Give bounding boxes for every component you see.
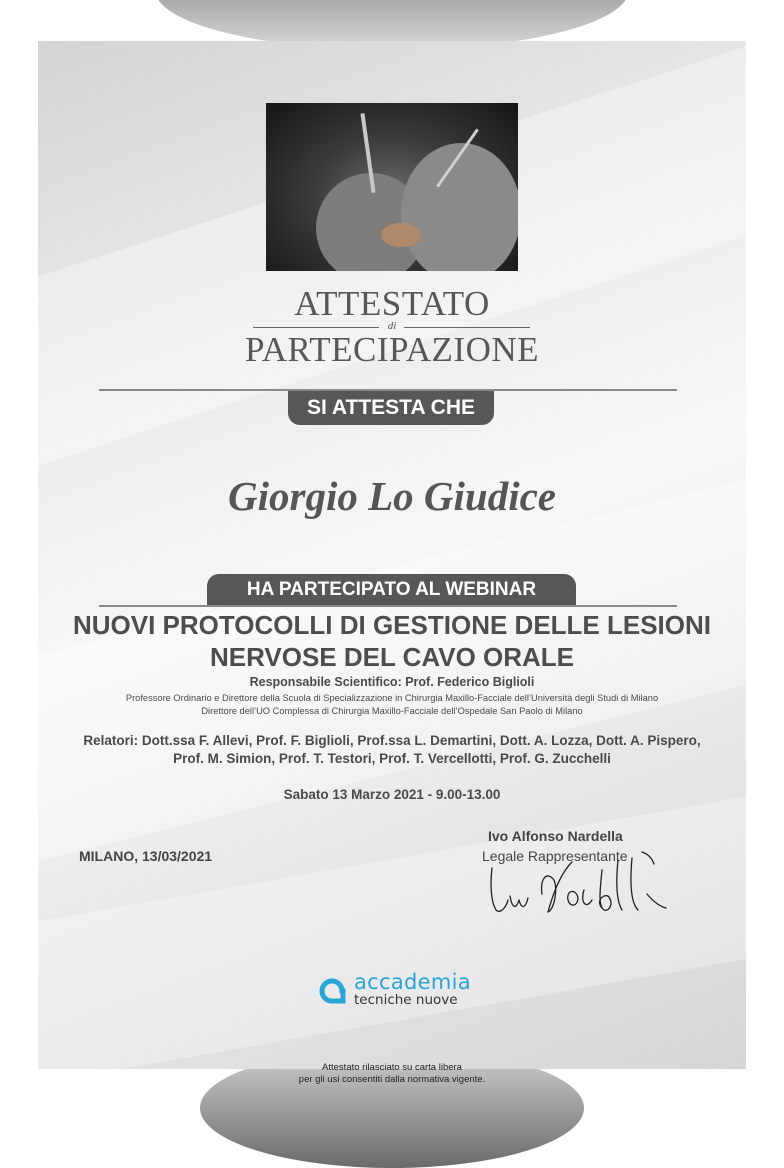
certificate-title-line1: ATTESTATO [294,284,490,323]
scientific-director-desc-2: Direttore dell’UO Complessa di Chirurgia Maxillo-Facciale dell’Ospedale San Paolo di Milano [201,706,583,716]
logo-mark-icon [318,976,348,1006]
course-title-line1: NUOVI PROTOCOLLI DI GESTIONE DELLE LESIONI [72,610,711,640]
recipient-name: Giorgio Lo Giudice [228,473,556,519]
speakers-line-2: Prof. M. Simion, Prof. T. Testori, Prof. T. Vercellotti, Prof. G. Zucchelli [173,751,611,766]
signer-role: Legale Rappresentante [482,848,628,864]
speakers-line-1: Relatori: Dott.ssa F. Allevi, Prof. F. Biglioli, Prof.ssa L. Demartini, Dott. A. Lozza, Dott. A. Pispero, [83,733,701,748]
logo-text-tecniche-nuove: tecniche nuove [354,992,458,1008]
signer-name: Ivo Alfonso Nardella [488,828,623,844]
event-date: Sabato 13 Marzo 2021 - 9.00-13.00 [283,787,501,802]
section-divider-bottom [99,605,677,607]
certificate-title-connector: di [387,320,397,332]
scientific-director-desc-1: Professore Ordinario e Direttore della Scuola di Specializzazione in Chirurgia Maxillo-Facciale dell’Università degli Studi di Milano [125,693,659,703]
logo-text-accademia: accademia [354,970,471,994]
handwritten-signature [482,850,672,922]
certificate-title-line2: PARTECIPAZIONE [244,330,540,369]
footer-note-2: per gli usi consentiti dalla normativa vigente. [298,1074,486,1085]
scientific-director: Responsabile Scientifico: Prof. Federico Biglioli [249,675,535,689]
accademia-logo [318,970,478,1014]
place-date: MILANO, 13/03/2021 [79,848,213,864]
surgery-photo [266,103,518,271]
course-title-line2: NERVOSE DEL CAVO ORALE [209,642,575,672]
title-divider-right [404,327,530,328]
footer-note-1: Attestato rilasciato su carta libera [322,1062,462,1073]
attest-banner: SI ATTESTA CHE [288,391,494,425]
participation-banner: HA PARTECIPATO AL WEBINAR [207,574,576,605]
